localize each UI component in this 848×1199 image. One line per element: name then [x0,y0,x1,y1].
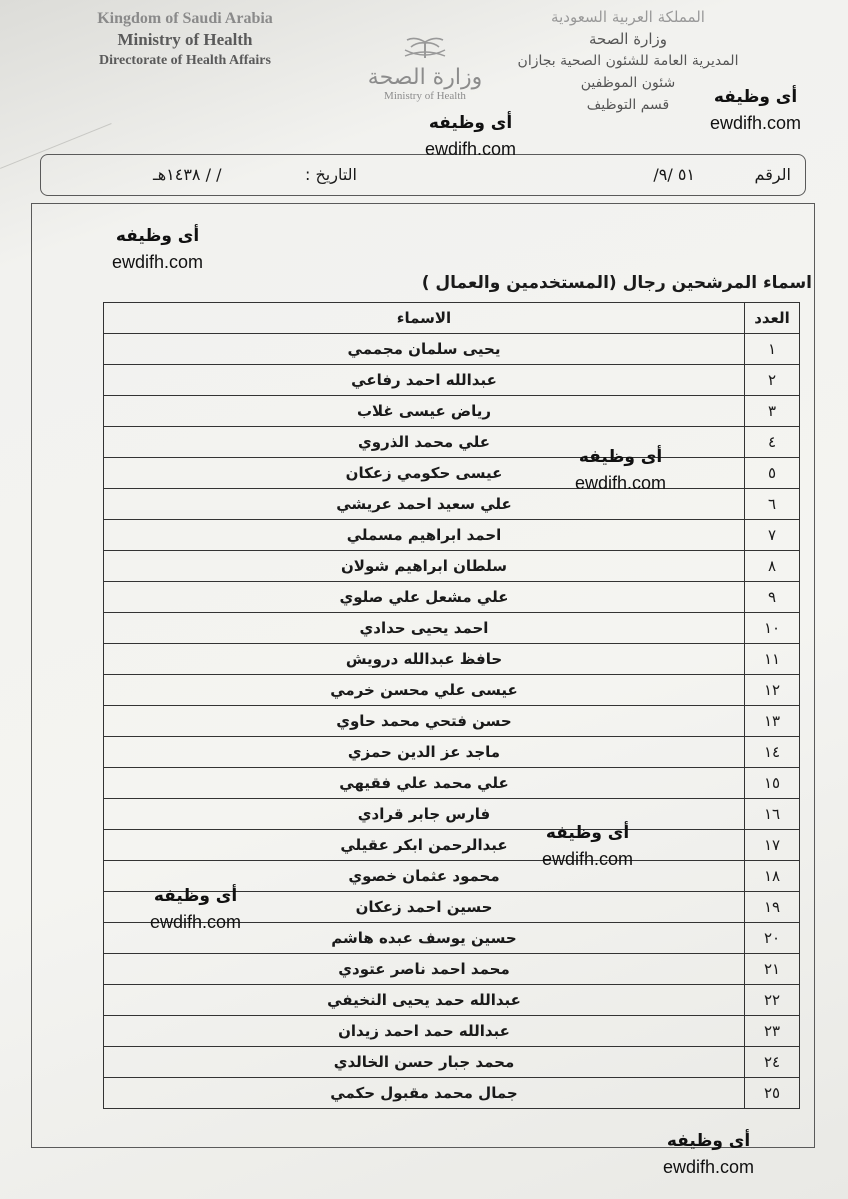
candidate-name: عبدالله حمد يحيى النخيفي [104,985,745,1016]
date-label: التاريخ : [304,165,357,184]
candidate-name: فارس جابر قرادي [104,799,745,830]
watermark-url: ewdifh.com [112,252,204,272]
row-number: ١٦ [745,799,800,830]
row-number: ١٢ [745,675,800,706]
watermark-url: ewdifh.com [575,473,667,493]
row-number: ٩ [745,582,800,613]
directorate-line: Directorate of Health Affairs [99,53,271,68]
table-body [104,334,800,1109]
table-row [104,551,800,582]
watermark [542,820,633,872]
palm-swords-icon [395,34,455,60]
candidate-name: حسن فتحي محمد حاوي [104,706,745,737]
table-row [104,582,800,613]
table-row [104,458,800,489]
watermark-url: ewdifh.com [542,849,634,869]
candidate-name: محمد جبار حسن الخالدي [104,1047,745,1078]
watermark-arabic: أى وظيفه [153,886,238,906]
candidate-name: علي مشعل علي صلوي [104,582,745,613]
table-row [104,520,800,551]
table-row [104,427,800,458]
row-number: ٢٤ [745,1047,800,1078]
candidate-name: ماجد عز الدين حمزي [104,737,745,768]
candidate-name: سلطان ابراهيم شولان [104,551,745,582]
list-title: اسماء المرشحين رجال (المستخدمين والعمال ) [421,273,812,293]
arabic-ministry-line: وزارة الصحة [589,30,667,48]
row-number: ١٠ [745,613,800,644]
watermark-arabic: أى وظيفه [578,447,663,467]
watermark [150,883,241,935]
table-header-row [104,303,800,334]
candidate-name: رياض عيسى غلاب [104,396,745,427]
reference-number-label: الرقم [754,165,791,184]
row-number: ٢٠ [745,923,800,954]
watermark-arabic: أى وظيفه [115,226,200,246]
candidates-table [103,302,800,1109]
table-row [104,396,800,427]
table-row [104,1016,800,1047]
candidate-name: علي محمد علي فقيهي [104,768,745,799]
date-value: / / ١٤٣٨هـ [153,165,222,184]
watermark [112,223,203,275]
row-number: ١٥ [745,768,800,799]
watermark-url: ewdifh.com [663,1157,755,1177]
row-number: ١٣ [745,706,800,737]
candidate-name: حسين يوسف عبده هاشم [104,923,745,954]
row-number: ١٤ [745,737,800,768]
table-row [104,1078,800,1109]
arabic-kingdom-line: المملكة العربية السعودية [551,8,705,26]
candidate-name: عيسى علي محسن خرمي [104,675,745,706]
watermark-url: ewdifh.com [150,912,242,932]
candidate-name: يحيى سلمان مجممي [104,334,745,365]
english-letterhead [55,10,315,71]
table-row [104,954,800,985]
candidate-name: عيسى حكومي زعكان [104,458,745,489]
watermark-arabic: أى وظيفه [428,113,513,133]
row-number: ٥ [745,458,800,489]
logo-english-text: Ministry of Health [384,90,466,102]
row-number: ٢ [745,365,800,396]
watermark-url: ewdifh.com [425,139,517,159]
table-row [104,799,800,830]
candidate-name: احمد يحيى حدادي [104,613,745,644]
row-number: ٢٥ [745,1078,800,1109]
watermark-arabic: أى وظيفه [666,1131,751,1151]
watermark [710,84,801,136]
row-number: ١١ [745,644,800,675]
arabic-directorate-line: المديرية العامة للشئون الصحية بجازان [517,53,739,69]
table-row [104,489,800,520]
table-row [104,830,800,861]
table-row [104,644,800,675]
table-row [104,334,800,365]
row-number: ٨ [745,551,800,582]
row-number: ٤ [745,427,800,458]
kingdom-line: Kingdom of Saudi Arabia [97,10,273,27]
arabic-personnel-line: شئون الموظفين [580,75,676,91]
candidate-name: عبدالله احمد رفاعي [104,365,745,396]
names-column-header: الاسماء [104,303,745,334]
number-column-header: العدد [745,303,800,334]
candidate-name: حافظ عبدالله درويش [104,644,745,675]
reference-number-value: ٥١ /٩/ [653,165,695,184]
watermark [575,444,666,496]
table-row [104,985,800,1016]
row-number: ٢٣ [745,1016,800,1047]
row-number: ١ [745,334,800,365]
candidate-name: حسين احمد زعكان [104,892,745,923]
logo-arabic-text: وزارة الصحة [367,65,483,90]
row-number: ١٨ [745,861,800,892]
reference-bar [40,154,806,196]
row-number: ٢٢ [745,985,800,1016]
candidate-name: عبدالرحمن ابكر عقيلي [104,830,745,861]
watermark-url: ewdifh.com [710,113,802,133]
table-row [104,613,800,644]
watermark [663,1128,754,1180]
candidate-name: علي محمد الذروي [104,427,745,458]
table-row [104,1047,800,1078]
row-number: ٦ [745,489,800,520]
row-number: ٧ [745,520,800,551]
candidate-name: جمال محمد مقبول حكمي [104,1078,745,1109]
table-row [104,737,800,768]
ministry-line: Ministry of Health [117,30,253,49]
table-row [104,706,800,737]
row-number: ٢١ [745,954,800,985]
candidate-name: عبدالله حمد احمد زيدان [104,1016,745,1047]
candidate-name: محمود عثمان خصوي [104,861,745,892]
candidate-name: علي سعيد احمد عريشي [104,489,745,520]
row-number: ٣ [745,396,800,427]
candidate-name: محمد احمد ناصر عتودي [104,954,745,985]
arabic-recruitment-line: قسم التوظيف [586,97,670,113]
row-number: ١٧ [745,830,800,861]
watermark [425,110,516,162]
row-number: ١٩ [745,892,800,923]
table-row [104,365,800,396]
watermark-arabic: أى وظيفه [545,823,630,843]
watermark-arabic: أى وظيفه [713,87,798,107]
table-row [104,768,800,799]
table-row [104,675,800,706]
candidate-name: احمد ابراهيم مسملي [104,520,745,551]
